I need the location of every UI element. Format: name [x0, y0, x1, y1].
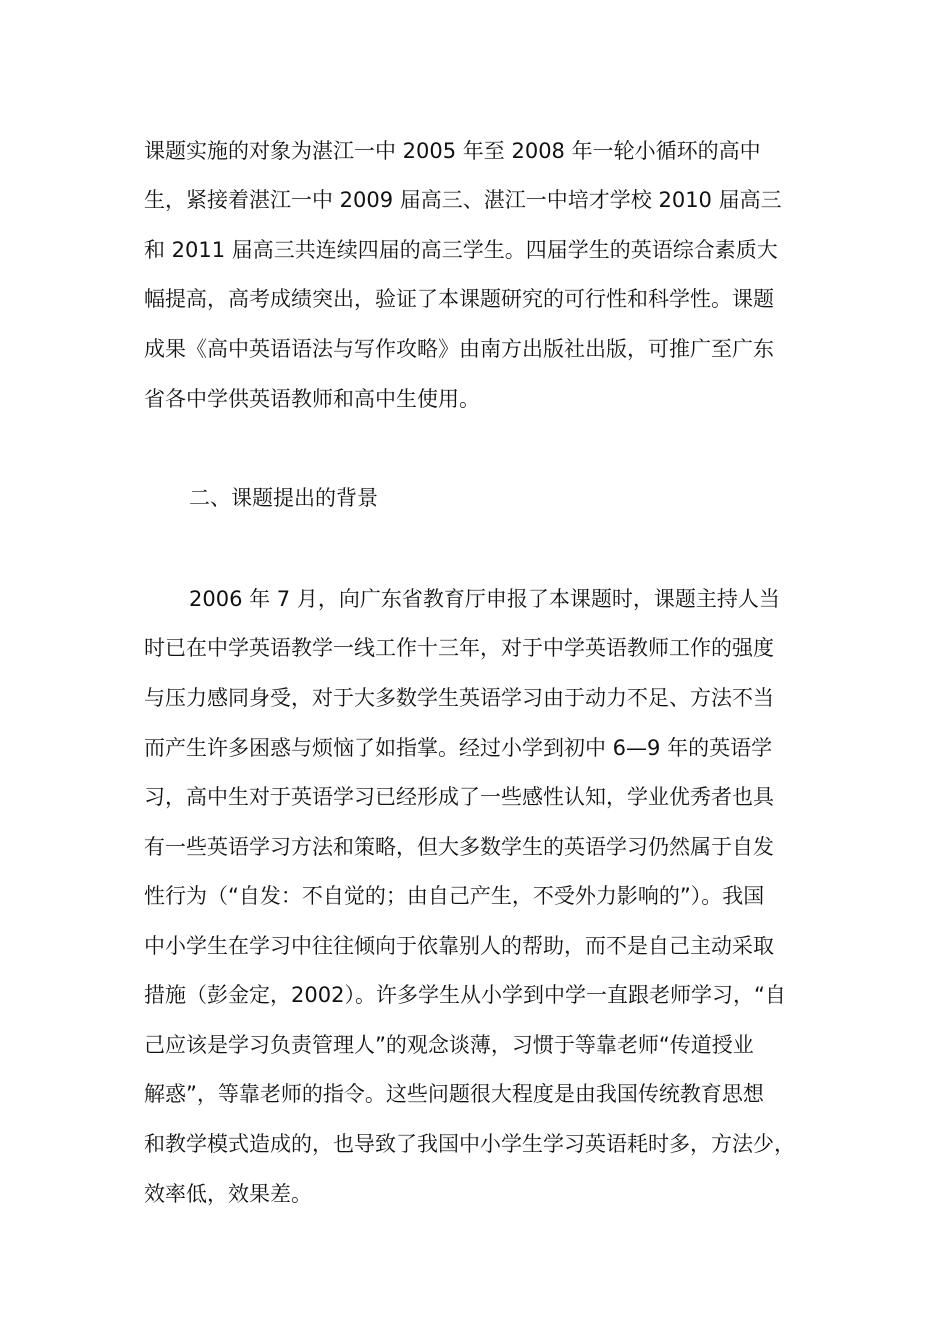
text-line: 幅提高，高考成绩突出，验证了本课题研究的可行性和科学性。课题	[144, 287, 774, 311]
text-line: 己应该是学习负责管理人”的观念谈薄，习惯于等靠老师“传道授业	[144, 1033, 754, 1057]
text-line: 和教学模式造成的，也导致了我国中小学生学习英语耗时多，方法少，	[144, 1132, 795, 1156]
text-line: 生，紧接着湛江一中 2009 届高三、湛江一中培才学校 2010 届高三	[144, 188, 782, 212]
text-line: 中小学生在学习中往往倾向于依靠别人的帮助，而不是自己主动采取	[144, 934, 774, 958]
text-line: 而产生许多困惑与烦恼了如指掌。经过小学到初中 6—9 年的英语学	[144, 736, 773, 760]
text-line: 时已在中学英语教学一线工作十三年，对于中学英语教师工作的强度	[144, 636, 774, 660]
text-line: 习，高中生对于英语学习已经形成了一些感性认知，学业优秀者也具	[144, 785, 774, 809]
text-line: 有一些英语学习方法和策略，但大多数学生的英语学习仍然属于自发	[144, 835, 774, 859]
text-line: 课题实施的对象为湛江一中 2005 年至 2008 年一轮小循环的高中	[144, 139, 761, 163]
text-line: 和 2011 届高三共连续四届的高三学生。四届学生的英语综合素质大	[144, 238, 778, 262]
text-line: 成果《高中英语语法与写作攻略》由南方出版社出版，可推广至广东	[144, 337, 774, 361]
text-line: 效率低，效果差。	[144, 1182, 312, 1206]
text-line: 省各中学供英语教师和高中生使用。	[144, 387, 480, 411]
text-line: 与压力感同身受，对于大多数学生英语学习由于动力不足、方法不当	[144, 686, 774, 710]
text-line: 性行为（“自发：不自觉的；由自己产生，不受外力影响的”）。我国	[144, 884, 765, 908]
section-heading: 二、课题提出的背景	[189, 486, 378, 510]
text-line: 2006 年 7 月，向广东省教育厅申报了本课题时，课题主持人当	[189, 587, 780, 611]
text-line: 解惑”，等靠老师的指令。这些问题很大程度是由我国传统教育思想	[144, 1082, 764, 1106]
text-line: 措施（彭金定，2002）。许多学生从小学到中学一直跟老师学习，“自	[144, 983, 786, 1007]
